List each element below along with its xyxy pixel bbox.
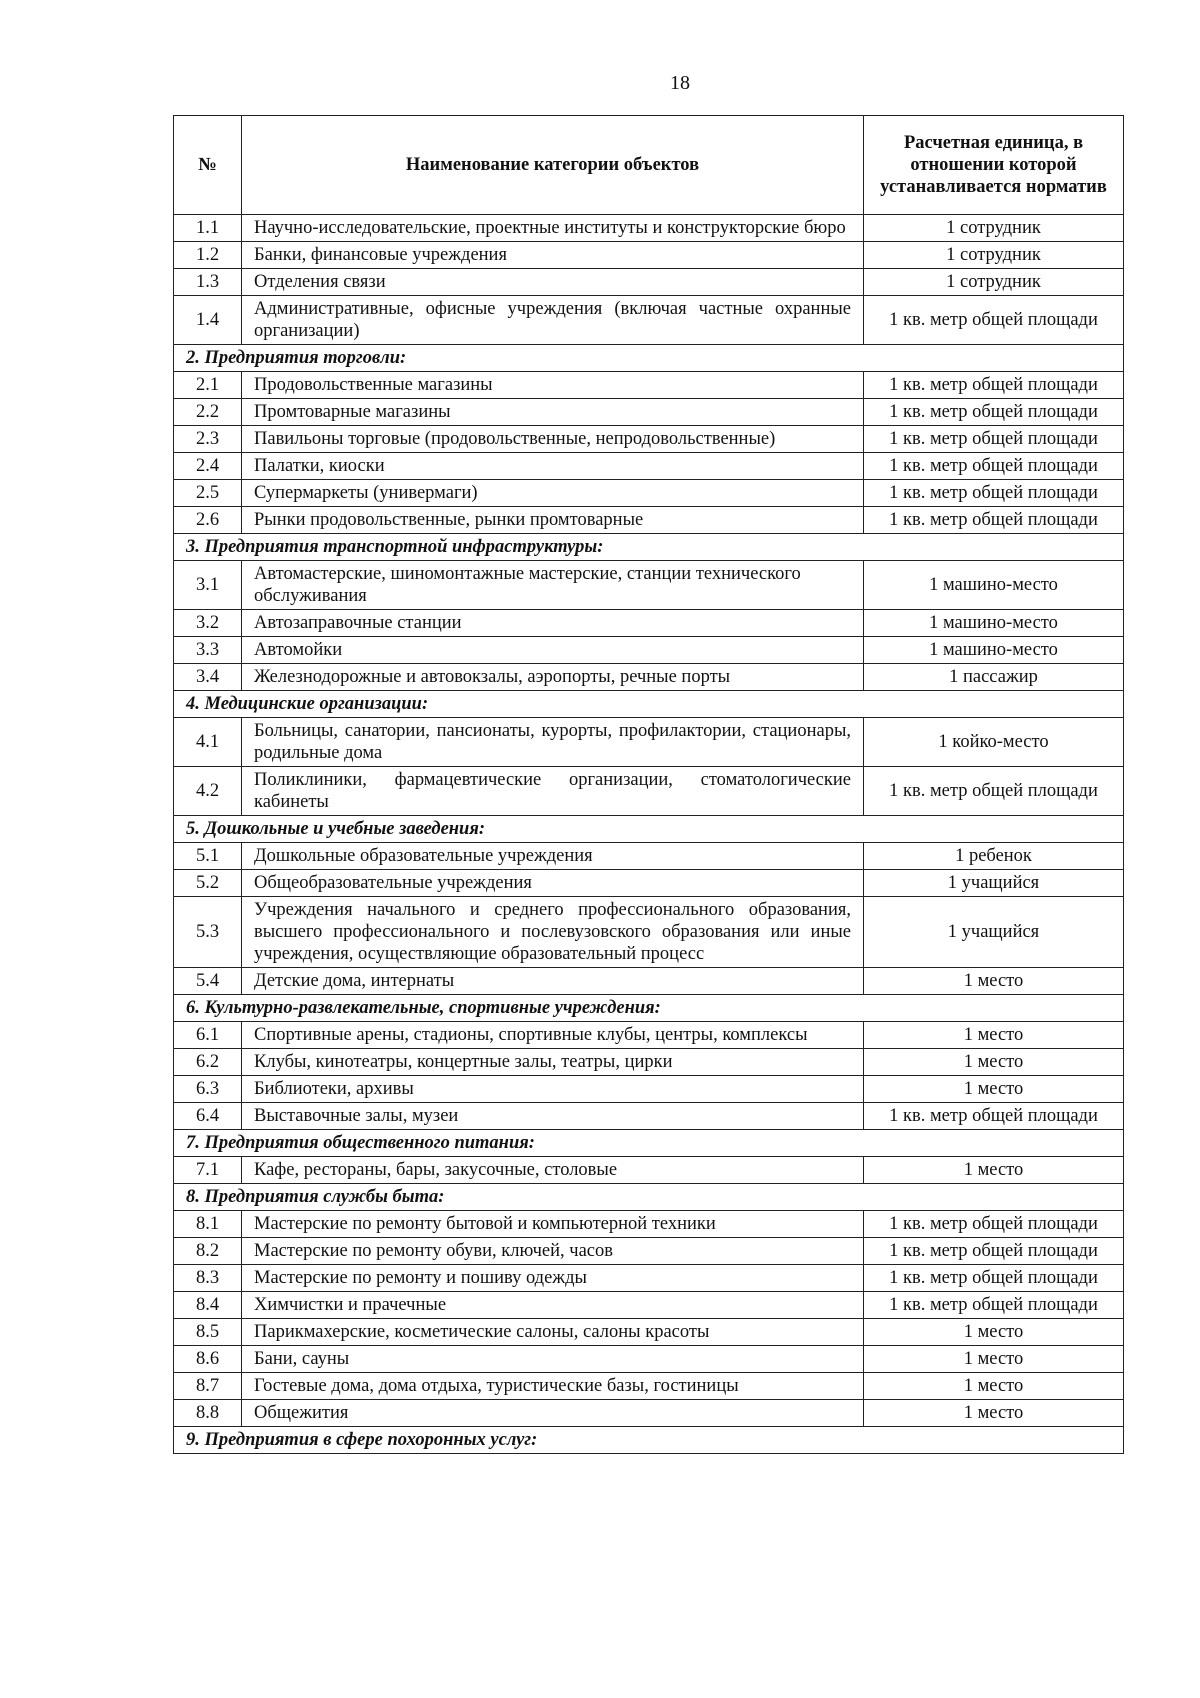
row-number: 8.7 xyxy=(174,1373,242,1400)
table-header-row xyxy=(174,116,1124,215)
row-category-name: Дошкольные образовательные учреждения xyxy=(242,843,864,870)
row-category-name: Учреждения начального и среднего профессионального образования, высшего профессионального и послевузовского образования или иные учреждения, осуществляющие образовательный процесс xyxy=(242,897,864,968)
table-row xyxy=(174,372,1124,399)
table-row xyxy=(174,507,1124,534)
table-row xyxy=(174,480,1124,507)
table-row xyxy=(174,767,1124,816)
section-row xyxy=(174,534,1124,561)
section-title: 6. Культурно-развлекательные, спортивные учреждения: xyxy=(174,995,1124,1022)
table-row xyxy=(174,664,1124,691)
row-unit: 1 кв. метр общей площади xyxy=(864,480,1124,507)
row-category-name: Промтоварные магазины xyxy=(242,399,864,426)
row-category-name: Парикмахерские, косметические салоны, салоны красоты xyxy=(242,1319,864,1346)
row-unit: 1 койко-место xyxy=(864,718,1124,767)
table-row xyxy=(174,1292,1124,1319)
row-unit: 1 место xyxy=(864,1049,1124,1076)
table-row xyxy=(174,843,1124,870)
table-row xyxy=(174,1049,1124,1076)
row-unit: 1 сотрудник xyxy=(864,215,1124,242)
row-unit: 1 сотрудник xyxy=(864,269,1124,296)
row-number: 1.2 xyxy=(174,242,242,269)
table-row xyxy=(174,215,1124,242)
row-number: 7.1 xyxy=(174,1157,242,1184)
row-unit: 1 место xyxy=(864,1076,1124,1103)
row-unit: 1 кв. метр общей площади xyxy=(864,453,1124,480)
table-row xyxy=(174,1103,1124,1130)
row-unit: 1 место xyxy=(864,1319,1124,1346)
section-row xyxy=(174,691,1124,718)
row-unit: 1 место xyxy=(864,1022,1124,1049)
table-row xyxy=(174,242,1124,269)
row-category-name: Детские дома, интернаты xyxy=(242,968,864,995)
row-category-name: Банки, финансовые учреждения xyxy=(242,242,864,269)
row-number: 1.1 xyxy=(174,215,242,242)
row-unit: 1 кв. метр общей площади xyxy=(864,1238,1124,1265)
row-number: 5.3 xyxy=(174,897,242,968)
table-row xyxy=(174,718,1124,767)
row-unit: 1 место xyxy=(864,1157,1124,1184)
section-row xyxy=(174,1184,1124,1211)
section-row xyxy=(174,1130,1124,1157)
row-number: 2.3 xyxy=(174,426,242,453)
row-number: 4.1 xyxy=(174,718,242,767)
header-number: № xyxy=(174,116,242,215)
row-number: 3.2 xyxy=(174,610,242,637)
row-number: 8.1 xyxy=(174,1211,242,1238)
row-unit: 1 место xyxy=(864,1373,1124,1400)
row-category-name: Автозаправочные станции xyxy=(242,610,864,637)
row-number: 6.2 xyxy=(174,1049,242,1076)
table-row xyxy=(174,561,1124,610)
table-row xyxy=(174,269,1124,296)
table-row xyxy=(174,399,1124,426)
table-body xyxy=(174,215,1124,1454)
section-title: 8. Предприятия службы быта: xyxy=(174,1184,1124,1211)
row-category-name: Автомойки xyxy=(242,637,864,664)
table-row xyxy=(174,610,1124,637)
row-category-name: Поликлиники, фармацевтические организации, стоматологические кабинеты xyxy=(242,767,864,816)
table-row xyxy=(174,897,1124,968)
row-unit: 1 сотрудник xyxy=(864,242,1124,269)
row-number: 2.6 xyxy=(174,507,242,534)
row-category-name: Супермаркеты (универмаги) xyxy=(242,480,864,507)
row-number: 5.1 xyxy=(174,843,242,870)
section-title: 3. Предприятия транспортной инфраструктуры: xyxy=(174,534,1124,561)
row-unit: 1 машино-место xyxy=(864,561,1124,610)
row-unit: 1 учащийся xyxy=(864,870,1124,897)
section-row xyxy=(174,345,1124,372)
row-category-name: Мастерские по ремонту обуви, ключей, часов xyxy=(242,1238,864,1265)
row-number: 8.6 xyxy=(174,1346,242,1373)
table-row xyxy=(174,1346,1124,1373)
table-row xyxy=(174,1211,1124,1238)
row-category-name: Продовольственные магазины xyxy=(242,372,864,399)
table-row xyxy=(174,426,1124,453)
row-number: 8.2 xyxy=(174,1238,242,1265)
row-category-name: Административные, офисные учреждения (включая частные охранные организации) xyxy=(242,296,864,345)
row-number: 2.2 xyxy=(174,399,242,426)
section-row xyxy=(174,1427,1124,1454)
table-row xyxy=(174,1238,1124,1265)
section-row xyxy=(174,995,1124,1022)
row-unit: 1 пассажир xyxy=(864,664,1124,691)
row-number: 5.2 xyxy=(174,870,242,897)
row-category-name: Библиотеки, архивы xyxy=(242,1076,864,1103)
row-number: 4.2 xyxy=(174,767,242,816)
row-number: 6.3 xyxy=(174,1076,242,1103)
row-number: 3.1 xyxy=(174,561,242,610)
row-category-name: Автомастерские, шиномонтажные мастерские, станции технического обслуживания xyxy=(242,561,864,610)
row-category-name: Клубы, кинотеатры, концертные залы, театры, цирки xyxy=(242,1049,864,1076)
row-category-name: Мастерские по ремонту и пошиву одежды xyxy=(242,1265,864,1292)
section-title: 2. Предприятия торговли: xyxy=(174,345,1124,372)
table-row xyxy=(174,1265,1124,1292)
row-number: 8.4 xyxy=(174,1292,242,1319)
row-unit: 1 кв. метр общей площади xyxy=(864,507,1124,534)
norms-table xyxy=(173,115,1124,1454)
row-number: 6.4 xyxy=(174,1103,242,1130)
row-category-name: Рынки продовольственные, рынки промтоварные xyxy=(242,507,864,534)
row-category-name: Общежития xyxy=(242,1400,864,1427)
row-category-name: Кафе, рестораны, бары, закусочные, столовые xyxy=(242,1157,864,1184)
row-category-name: Гостевые дома, дома отдыха, туристические базы, гостиницы xyxy=(242,1373,864,1400)
row-unit: 1 кв. метр общей площади xyxy=(864,767,1124,816)
row-unit: 1 кв. метр общей площади xyxy=(864,426,1124,453)
table-row xyxy=(174,1373,1124,1400)
section-row xyxy=(174,816,1124,843)
row-number: 8.5 xyxy=(174,1319,242,1346)
row-unit: 1 кв. метр общей площади xyxy=(864,399,1124,426)
section-title: 9. Предприятия в сфере похоронных услуг: xyxy=(174,1427,1124,1454)
section-title: 5. Дошкольные и учебные заведения: xyxy=(174,816,1124,843)
row-unit: 1 место xyxy=(864,1346,1124,1373)
table-row xyxy=(174,1319,1124,1346)
row-category-name: Мастерские по ремонту бытовой и компьютерной техники xyxy=(242,1211,864,1238)
row-number: 2.5 xyxy=(174,480,242,507)
row-category-name: Больницы, санатории, пансионаты, курорты, профилактории, стационары, родильные дома xyxy=(242,718,864,767)
row-category-name: Железнодорожные и автовокзалы, аэропорты, речные порты xyxy=(242,664,864,691)
row-unit: 1 ребенок xyxy=(864,843,1124,870)
row-unit: 1 учащийся xyxy=(864,897,1124,968)
row-number: 1.4 xyxy=(174,296,242,345)
table-row xyxy=(174,870,1124,897)
row-category-name: Отделения связи xyxy=(242,269,864,296)
row-unit: 1 кв. метр общей площади xyxy=(864,1211,1124,1238)
row-category-name: Бани, сауны xyxy=(242,1346,864,1373)
table-row xyxy=(174,637,1124,664)
row-unit: 1 машино-место xyxy=(864,610,1124,637)
row-number: 3.4 xyxy=(174,664,242,691)
row-unit: 1 кв. метр общей площади xyxy=(864,1265,1124,1292)
table-row xyxy=(174,968,1124,995)
row-category-name: Научно-исследовательские, проектные институты и конструкторские бюро xyxy=(242,215,864,242)
section-title: 4. Медицинские организации: xyxy=(174,691,1124,718)
row-category-name: Общеобразовательные учреждения xyxy=(242,870,864,897)
page-number: 18 xyxy=(670,72,690,94)
row-unit: 1 кв. метр общей площади xyxy=(864,372,1124,399)
table-row xyxy=(174,1022,1124,1049)
row-unit: 1 кв. метр общей площади xyxy=(864,1292,1124,1319)
table-row xyxy=(174,1076,1124,1103)
row-category-name: Палатки, киоски xyxy=(242,453,864,480)
row-category-name: Химчистки и прачечные xyxy=(242,1292,864,1319)
row-number: 8.3 xyxy=(174,1265,242,1292)
row-number: 8.8 xyxy=(174,1400,242,1427)
row-number: 3.3 xyxy=(174,637,242,664)
table-row xyxy=(174,296,1124,345)
row-number: 5.4 xyxy=(174,968,242,995)
row-unit: 1 место xyxy=(864,1400,1124,1427)
row-category-name: Спортивные арены, стадионы, спортивные клубы, центры, комплексы xyxy=(242,1022,864,1049)
header-category-name: Наименование категории объектов xyxy=(242,116,864,215)
row-category-name: Выставочные залы, музеи xyxy=(242,1103,864,1130)
row-number: 2.4 xyxy=(174,453,242,480)
row-category-name: Павильоны торговые (продовольственные, непродовольственные) xyxy=(242,426,864,453)
row-unit: 1 машино-место xyxy=(864,637,1124,664)
row-number: 2.1 xyxy=(174,372,242,399)
table-row xyxy=(174,453,1124,480)
row-unit: 1 кв. метр общей площади xyxy=(864,1103,1124,1130)
table-row xyxy=(174,1400,1124,1427)
row-unit: 1 кв. метр общей площади xyxy=(864,296,1124,345)
row-number: 6.1 xyxy=(174,1022,242,1049)
header-unit: Расчетная единица, в отношении которой устанавливается норматив xyxy=(864,116,1124,215)
row-number: 1.3 xyxy=(174,269,242,296)
table-row xyxy=(174,1157,1124,1184)
row-unit: 1 место xyxy=(864,968,1124,995)
section-title: 7. Предприятия общественного питания: xyxy=(174,1130,1124,1157)
